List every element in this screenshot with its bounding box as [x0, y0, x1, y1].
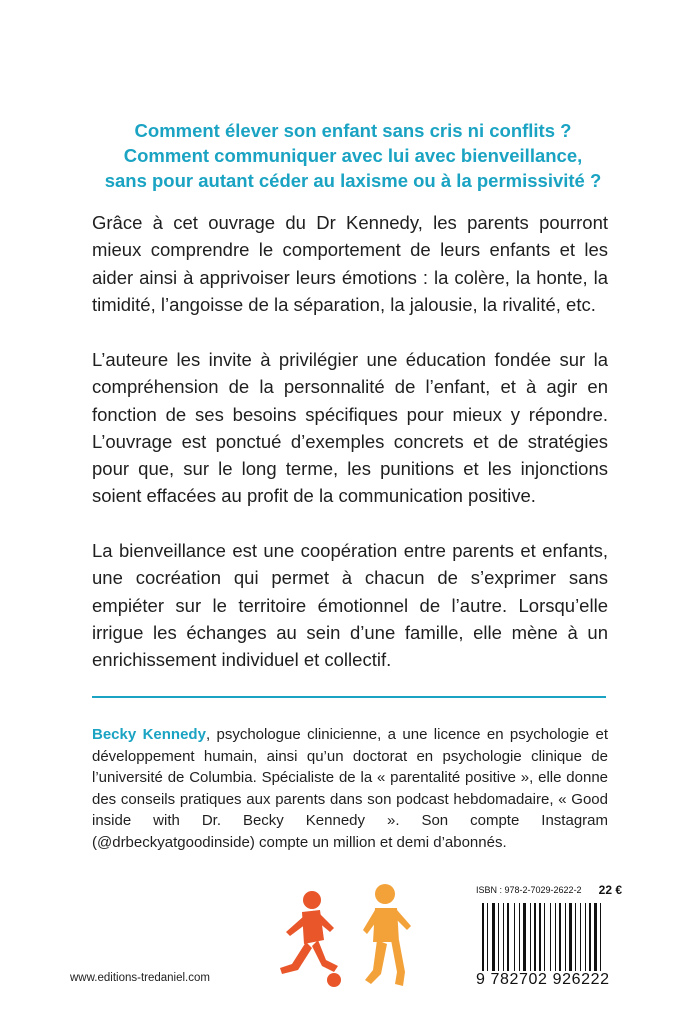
description-paragraph: L’auteure les invite à privilégier une éducation fondée sur la compréhension de la personnalité de l’enfant, et à agir en fonction de ses besoins spécifiques pour mieux y répondre. L’ouvrage est ponctué d’exemples concrets et de stratégies pour que, sur le long terme, les punitions et les injonctions soient effacées au profit de la communication positive. — [92, 349, 608, 507]
headline-line: sans pour autant céder au laxisme ou à la permissivité ? — [104, 170, 602, 191]
headline-line: Comment élever son enfant sans cris ni conflits ? — [134, 120, 572, 141]
barcode-number: 9 782702 926222 — [476, 971, 610, 988]
description-paragraph: La bienveillance est une coopération entre parents et enfants, une cocréation qui permet à chacun de s’exprimer sans empiéter sur le territoire émotionnel de l’autre. Lorsqu’elle irrigue les échanges au sein d’une famille, elle mène à un enrichissement individuel et collectif. — [92, 540, 608, 671]
author-bio-text: , psychologue clinicienne, a une licence en psychologie et développement humain, ainsi qu’un doctorat en psychologie clinique de l’université de Columbia. Spécialiste de la « parentalité positive », elle donne des conseils pratiques aux parents dans son podcast hebdomadaire, « Good inside with Dr. Becky Kennedy ». Son compte Instagram (@drbeckyatgoodinside) compte un million et demi d’abonnés. — [92, 726, 609, 851]
barcode-block — [476, 885, 622, 991]
barcode-icon — [482, 903, 618, 971]
isbn: ISBN : 978-2-7029-2622-2 — [476, 885, 582, 895]
child-walking-illustration — [355, 880, 425, 995]
isbn-line — [476, 885, 622, 899]
child-kicking-ball-illustration — [268, 888, 348, 988]
back-cover-headline — [80, 118, 626, 193]
headline-line: Comment communiquer avec lui avec bienveillance, — [123, 145, 583, 166]
author-bio — [92, 724, 608, 853]
publisher-website: www.editions-tredaniel.com — [70, 972, 210, 984]
author-name: Becky Kennedy — [92, 726, 206, 743]
price: 22 € — [598, 883, 622, 897]
description-paragraph: Grâce à cet ouvrage du Dr Kennedy, les parents pourront mieux comprendre le comportement de leurs enfants et les aider ainsi à apprivoiser leurs émotions : la colère, la honte, la timidité, l’angoisse de la séparation, la jalousie, la rivalité, etc. — [92, 212, 608, 315]
section-divider — [92, 696, 606, 698]
